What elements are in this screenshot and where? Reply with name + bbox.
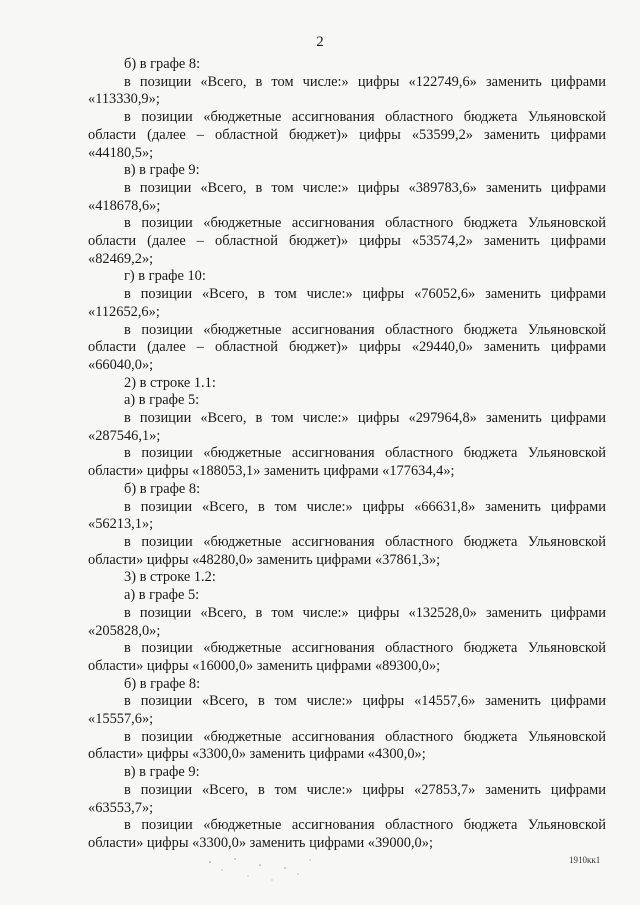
document-body (88, 56, 606, 853)
text-line: в позиции «бюджетные ассигнования областного бюджета Ульяновской (124, 215, 606, 232)
text-line: в позиции «Всего, в том числе:» цифры «122749,6» заменить цифрами (124, 73, 606, 90)
text-line: в позиции «бюджетные ассигнования областного бюджета Ульяновской (124, 640, 606, 657)
scan-noise-specks (200, 850, 320, 890)
text-line: в позиции «бюджетные ассигнования областного бюджета Ульяновской (124, 728, 606, 745)
text-line: в позиции «Всего, в том числе:» цифры «27853,7» заменить цифрами (124, 781, 606, 798)
text-line: «56213,1»; (88, 516, 154, 533)
text-line: в) в графе 9: (124, 162, 200, 179)
text-line: а) в графе 5: (124, 587, 200, 604)
text-line: «287546,1»; (88, 427, 161, 444)
text-line: области (далее – областной бюджет)» цифры «53574,2» заменить цифрами (88, 233, 606, 250)
text-line: 3) в строке 1.2: (124, 569, 216, 586)
text-line: 2) в строке 1.1: (124, 374, 216, 391)
text-line: в позиции «Всего, в том числе:» цифры «297964,8» заменить цифрами (124, 410, 606, 427)
text-line: «82469,2»; (88, 250, 154, 267)
text-line: в позиции «Всего, в том числе:» цифры «389783,6» заменить цифрами (124, 179, 606, 196)
text-line: в позиции «бюджетные ассигнования областного бюджета Ульяновской (124, 817, 606, 834)
text-line: в позиции «Всего, в том числе:» цифры «14557,6» заменить цифрами (124, 693, 606, 710)
text-line: в позиции «бюджетные ассигнования областного бюджета Ульяновской (124, 321, 606, 338)
text-line: «44180,5»; (88, 144, 154, 161)
text-line: в) в графе 9: (124, 764, 200, 781)
text-line: области (далее – областной бюджет)» цифры «29440,0» заменить цифрами (88, 339, 606, 356)
text-line: б) в графе 8: (124, 480, 201, 497)
text-line: в позиции «бюджетные ассигнования областного бюджета Ульяновской (124, 109, 606, 126)
text-line: г) в графе 10: (124, 268, 206, 285)
text-line: области» цифры «16000,0» заменить цифрами «89300,0»; (88, 657, 441, 674)
text-line: б) в графе 8: (124, 56, 201, 72)
text-line: «113330,9»; (88, 91, 160, 108)
text-line: области» цифры «188053,1» заменить цифрами «177634,4»; (88, 463, 455, 480)
text-line: «205828,0»; (88, 622, 161, 639)
text-line: в позиции «бюджетные ассигнования областного бюджета Ульяновской (124, 533, 606, 550)
text-line: области» цифры «3300,0» заменить цифрами «4300,0»; (88, 746, 426, 763)
document-code: 1910кк1 (569, 855, 601, 865)
text-line: области (далее – областной бюджет)» цифры «53599,2» заменить цифрами (88, 126, 606, 143)
page-number: 2 (316, 34, 324, 50)
text-line: области» цифры «3300,0» заменить цифрами «39000,0»; (88, 834, 433, 851)
text-line: в позиции «Всего, в том числе:» цифры «76052,6» заменить цифрами (124, 286, 606, 303)
text-line: б) в графе 8: (124, 675, 201, 692)
text-line: «418678,6»; (88, 197, 161, 214)
text-line: области» цифры «48280,0» заменить цифрами «37861,3»; (88, 551, 441, 568)
text-line: «15557,6»; (88, 711, 154, 728)
text-line: а) в графе 5: (124, 392, 200, 409)
text-line: «63553,7»; (88, 799, 154, 816)
text-line: «112652,6»; (88, 303, 160, 320)
text-line: в позиции «Всего, в том числе:» цифры «66631,8» заменить цифрами (124, 498, 606, 515)
text-line: в позиции «бюджетные ассигнования областного бюджета Ульяновской (124, 445, 606, 462)
text-line: «66040,0»; (88, 356, 154, 373)
text-line: в позиции «Всего, в том числе:» цифры «132528,0» заменить цифрами (124, 604, 606, 621)
